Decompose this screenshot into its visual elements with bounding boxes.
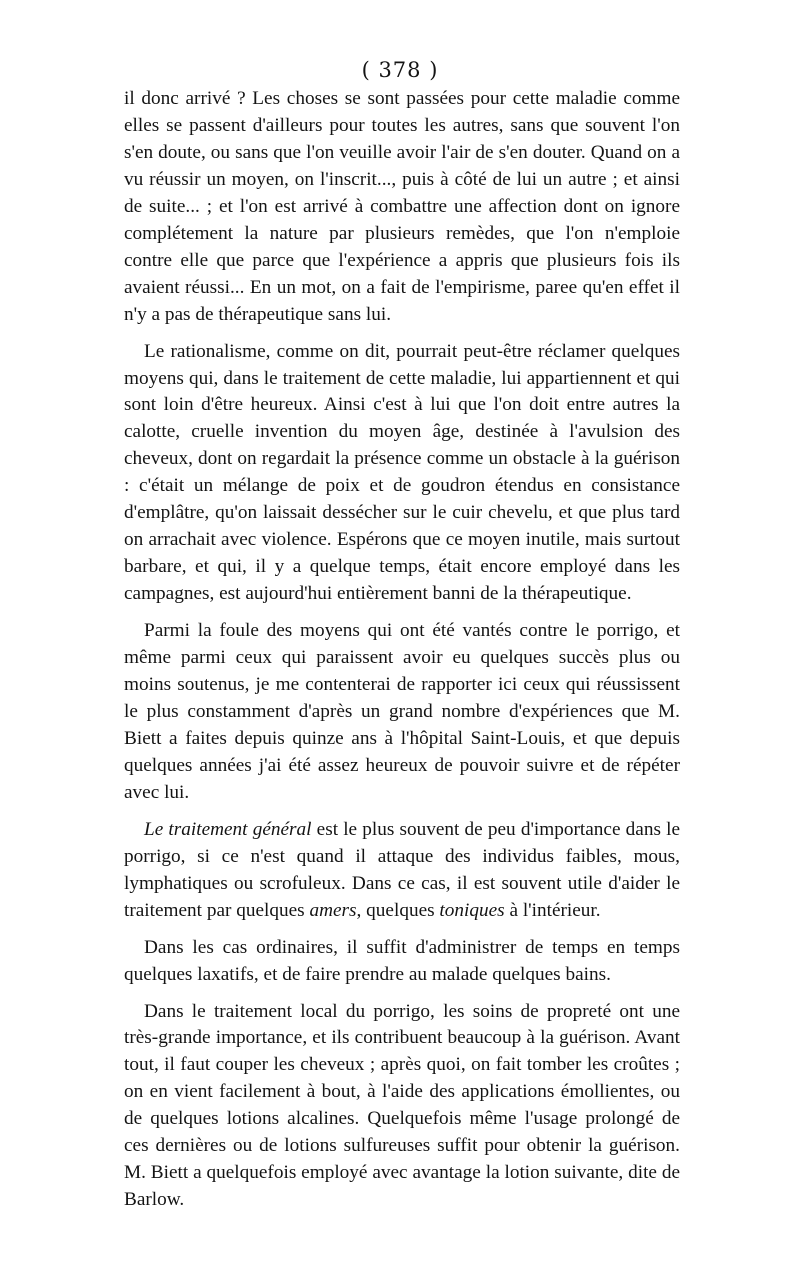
body-text (124, 86, 680, 1214)
italic-text: toniques (439, 899, 505, 921)
text-run: à l'intérieur. (504, 899, 601, 921)
paragraph (124, 86, 680, 329)
text-run: il donc arrivé ? Les choses se sont passées pour cette maladie comme elles se passent d'ailleurs pour toutes les autres, sans que souvent l'on s'en doute, ou sans que l'on veuille avoir l'air de s'en douter. Quand on a vu réussir un moyen, on l'inscrit..., puis à côté de lui un autre ; et ainsi de suite... ; et l'on est arrivé à combattre une affection dont on ignore complétement la nature par plusieurs remèdes, que l'on n'emploie contre elle que parce que l'expérience a appris que plusieurs fois ils avaient réussi... En un mot, on a fait de l'empirisme, paree qu'en effet il n'y a pas de thérapeutique sans lui. (124, 88, 680, 325)
text-run: est le plus souvent de peu d'importance dans le porrigo, si ce n'est quand il attaque des individus faibles, mous, lymphatiques ou scrofuleux. Dans ce cas, il est souvent utile d'aider le traitement par quelques (124, 818, 680, 921)
paragraph (124, 339, 680, 609)
paragraph (124, 999, 680, 1215)
text-run: Dans le traitement local du porrigo, les soins de propreté ont une très-grande importance, et ils contribuent beaucoup à la guérison. Avant tout, il faut couper les cheveux ; après quoi, on fait tomber les croûtes ; on en vient facilement à bout, à l'aide des applications émollientes, ou de quelques lotions alcalines. Quelquefois même l'usage prolongé de ces dernières ou de lotions sulfureuses suffit pour obtenir la guérison. M. Biett a quelquefois employé avec avantage la lotion suivante, dite de Barlow. (124, 1000, 680, 1211)
paragraph (124, 935, 680, 989)
page-number: ( 378 ) (361, 58, 439, 82)
italic-text: Le traitement général (144, 818, 312, 840)
text-run: Dans les cas ordinaires, il suffit d'administrer de temps en temps quelques laxatifs, et de faire prendre au malade quelques bains. (124, 936, 680, 985)
text-run: Le rationalisme, comme on dit, pourrait peut-être réclamer quelques moyens qui, dans le traitement de cette maladie, lui appartiennent et qui sont loin d'être heureux. Ainsi c'est à lui que l'on doit entre autres la calotte, cruelle invention du moyen âge, destinée à l'avulsion des cheveux, dont on regardait la présence comme un obstacle à la guérison : c'était un mélange de poix et de goudron étendus en consistance d'emplâtre, qu'on laissait dessécher sur le cuir chevelu, et que plus tard on arrachait avec violence. Espérons que ce moyen inutile, mais surtout barbare, et qui, il y a quelque temps, était encore employé dans les campagnes, est aujourd'hui entièrement banni de la thérapeutique. (124, 340, 680, 605)
paragraph (124, 618, 680, 807)
paragraph (124, 817, 680, 925)
text-run: , quelques (356, 899, 440, 921)
italic-text: amers (309, 899, 357, 921)
text-run: Parmi la foule des moyens qui ont été vantés contre le porrigo, et même parmi ceux qui paraissent avoir eu quelques succès plus ou moins soutenus, je me contenterai de rapporter ici ceux qui réussissent le plus constamment d'après un grand nombre d'expériences que M. Biett a faites depuis quinze ans à l'hôpital Saint-Louis, et que depuis quelques années j'ai été assez heureux de pouvoir suivre et de répéter avec lui. (124, 620, 680, 803)
